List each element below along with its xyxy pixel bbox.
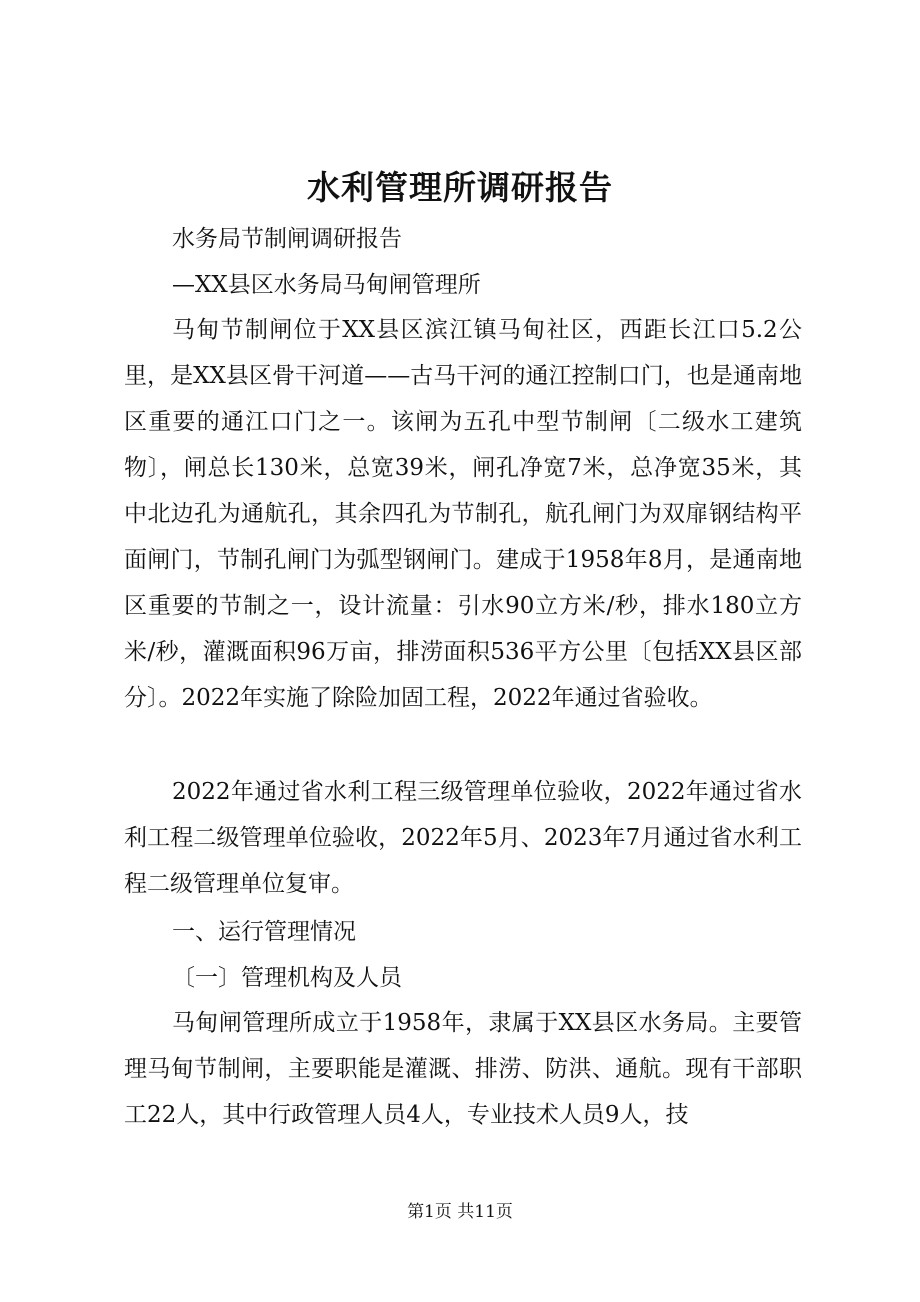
page-number-footer: 第1页 共11页	[407, 1202, 513, 1222]
body-paragraph-intro: 马甸节制闸位于XX县区滨江镇马甸社区，西距长江口5.2公里，是XX县区骨干河道——古马干河的通江控制口门，也是通南地区重要的通江口门之一。该闸为五孔中型节制闸〔二级水工建筑物〕，闸总长130米，总宽39米，闸孔净宽7米，总净宽35米，其中北边孔为通航孔，其余四孔为节制孔，航孔闸门为双扉钢结构平面闸门，节制孔闸门为弧型钢闸门。建成于1958年8月，是通南地区重要的节制之一，设计流量：引水90立方米/秒，排水180立方米/秒，灌溉面积96万亩，排涝面积536平方公里〔包括XX县区部分〕。2022年实施了除险加固工程，2022年通过省验收。	[124, 317, 802, 711]
body-paragraph-acceptance: 2022年通过省水利工程三级管理单位验收，2022年通过省水利工程二级管理单位验收，2022年5月、2023年7月通过省水利工程二级管理单位复审。	[124, 779, 802, 897]
section-heading-operation: 一、运行管理情况	[172, 919, 356, 945]
document-title: 水利管理所调研报告	[307, 168, 613, 207]
report-subtitle: 水务局节制闸调研报告	[172, 226, 402, 252]
subsection-heading-organization: 〔一〕管理机构及人员	[172, 965, 402, 991]
report-byline: —XX县区水务局马甸闸管理所	[172, 272, 481, 298]
body-paragraph-organization: 马甸闸管理所成立于1958年，隶属于XX县区水务局。主要管理马甸节制闸，主要职能是灌溉、排涝、防洪、通航。现有干部职工22人，其中行政管理人员4人，专业技术人员9人，技	[124, 1010, 802, 1128]
